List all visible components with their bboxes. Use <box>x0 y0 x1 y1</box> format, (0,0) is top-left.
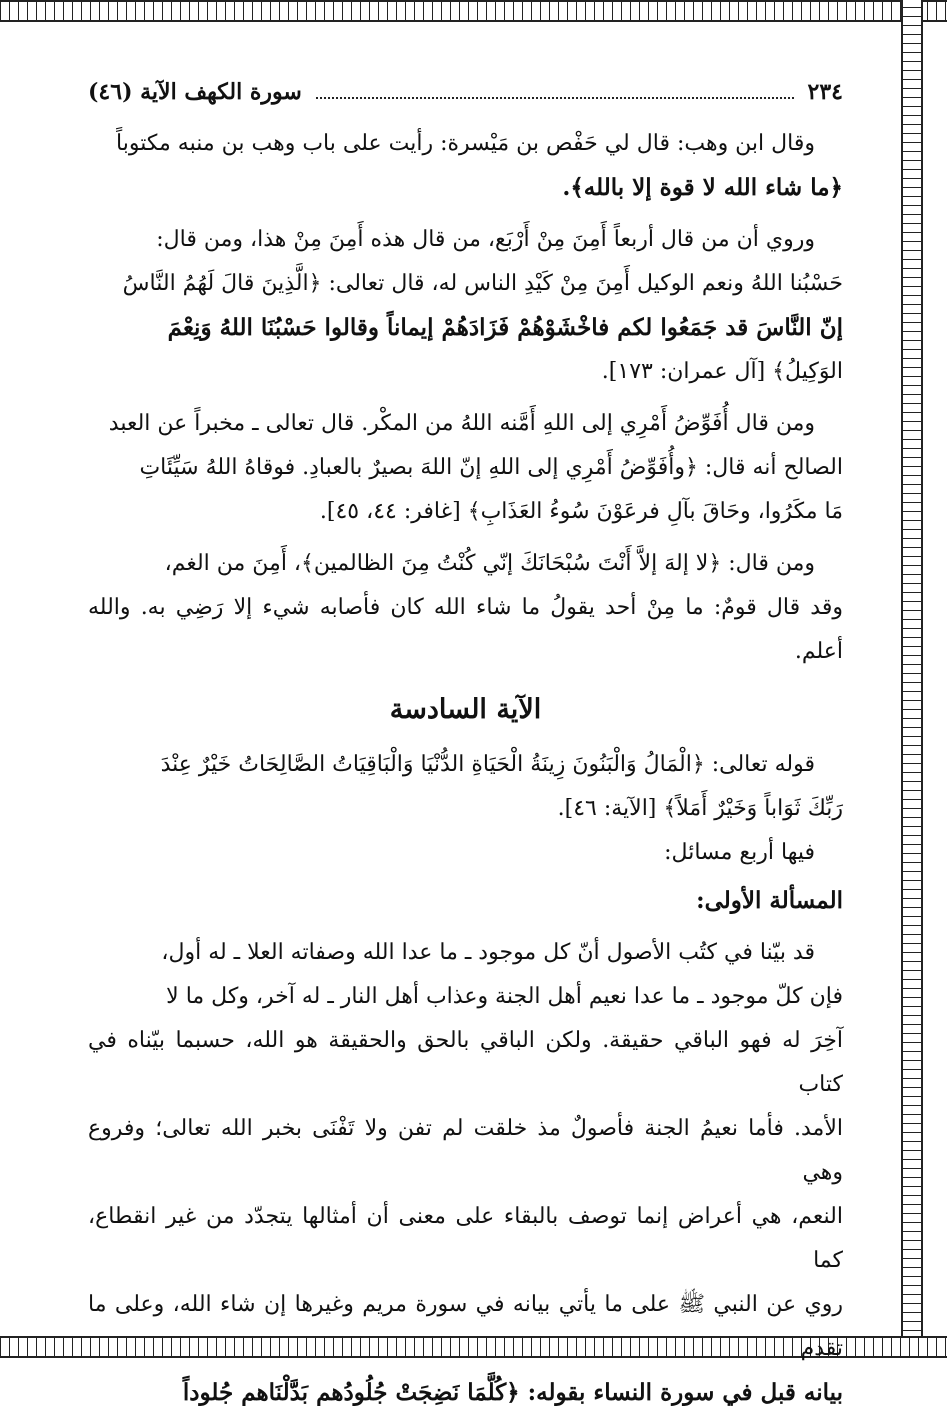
text-line: وقال ابن وهب: قال لي حَفْص بن مَيْسرة: رأيت على باب وهب بن منبه مكتوباً <box>116 131 815 156</box>
page-number: ٢٣٤ <box>807 79 843 105</box>
text-line: ﴿ما شاء الله لا قوة إلا بالله﴾. <box>562 174 843 201</box>
text-line: الوَكِيلُ﴾ [آل عمران: ١٧٣]. <box>601 359 843 384</box>
page-body <box>88 70 843 1415</box>
paragraph-3 <box>88 402 843 534</box>
text-line: فإن كلّ موجود ـ ما عدا نعيم أهل الجنة وعذاب أهل النار ـ له آخر، وكل ما لا <box>166 984 843 1009</box>
verse-paragraph <box>88 743 843 831</box>
text-line: إنّ النَّاسَ قد جَمَعُوا لكم فاخْشَوْهُمْ فَزَادَهُمْ إيماناً وقالوا حَسْبُنَا اللهُ وَنِعْمَ <box>167 314 843 341</box>
text-line: الأمد. فأما نعيمُ الجنة فأصولٌ مذ خلقت لم تفن ولا تَفْنَى بخبر الله تعالى؛ وفروع وهي <box>88 1116 843 1185</box>
text-line: حَسْبُنا اللهُ ونعم الوكيل أَمِنَ مِنْ كَيْدِ الناس له، قال تعالى: ﴿الَّذِينَ قالَ لَهُمُ النَّاسُ <box>122 271 843 296</box>
text-line: آخِرَ له فهو الباقي حقيقة. ولكن الباقي بالحق والحقيقة هو الله، حسبما بيّناه في كتاب <box>88 1028 843 1097</box>
right-ornamental-border <box>901 0 923 1358</box>
paragraph-4 <box>88 542 843 674</box>
text-line: قوله تعالى: ﴿الْمَالُ وَالْبَنُونَ زِينَةُ الْحَيَاةِ الدُّنْيَا وَالْبَاقِيَاتُ الصَّالِحَاتُ خَيْرٌ عِنْدَ <box>160 752 815 777</box>
running-header <box>88 70 843 114</box>
question-heading: المسألة الأولى: <box>696 887 843 914</box>
intro-line: فيها أربع مسائل: <box>664 840 815 865</box>
text-line: وقد قال قومٌ: ما مِنْ أحد يقولُ ما شاء الله كان فأصابه شيء إلا رَضِي به. والله أعلم. <box>88 595 843 664</box>
text-line: قد بيّنا في كتُب الأصول أنّ كل موجود ـ ما عدا الله وصفاته العلا ـ له أول، <box>161 940 815 965</box>
section-heading: الآية السادسة <box>389 694 542 725</box>
header-dotted-leader <box>316 97 794 99</box>
text-line: النعم، هي أعراض إنما توصف بالبقاء على معنى أن أمثالها يتجدّد من غير انقطاع، كما <box>88 1204 843 1273</box>
text-line: بيانه قبل في سورة النساء بقوله: ﴿كُلَّمَا نَضِجَتْ جُلُودُهم بَدَّلْنَاهم جُلوداً <box>182 1379 843 1406</box>
text-line: الصالح أنه قال: ﴿وأُفَوِّضُ أَمْرِي إلى اللهِ إنّ اللهَ بصيرٌ بالعبادِ. فوقاهُ اللهُ سَيِّئَاتِ <box>139 455 843 480</box>
final-paragraph <box>88 931 843 1415</box>
text-line: مَا مكَرُوا، وحَاقَ بآلِ فرعَوْنَ سُوءُ العَذَابِ﴾ [غافر: ٤٤، ٤٥]. <box>319 499 843 524</box>
text-line: رَبِّكَ ثَوَاباً وَخَيْرٌ أَمَلاً﴾ [الآية: ٤٦]. <box>557 796 843 821</box>
paragraph-1 <box>88 122 843 210</box>
top-ornamental-border <box>0 0 947 22</box>
paragraph-2 <box>88 218 843 394</box>
text-line: وروي أن من قال أربعاً أَمِنَ مِنْ أَرْبَع، من قال هذه أَمِنَ مِنْ هذا، ومن قال: <box>156 227 815 252</box>
text-line: ومن قال أُفَوِّضُ أَمْرِي إلى اللهِ أَمَّنه اللهُ من المكْر. قال تعالى ـ مخبراً عن العبد <box>108 411 815 436</box>
running-title: سورة الكهف الآية (٤٦) <box>88 79 302 105</box>
text-line: روي عن النبي ﷺ على ما يأتي بيانه في سورة مريم وغيرها إن شاء الله، وعلى ما تقدم <box>88 1292 843 1361</box>
text-line: ومن قال: ﴿لا إلهَ إلاَّ أَنْتَ سُبْحَانَكَ إنّي كُنْتُ مِنَ الظالمين﴾، أَمِنَ من الغم، <box>164 551 815 576</box>
